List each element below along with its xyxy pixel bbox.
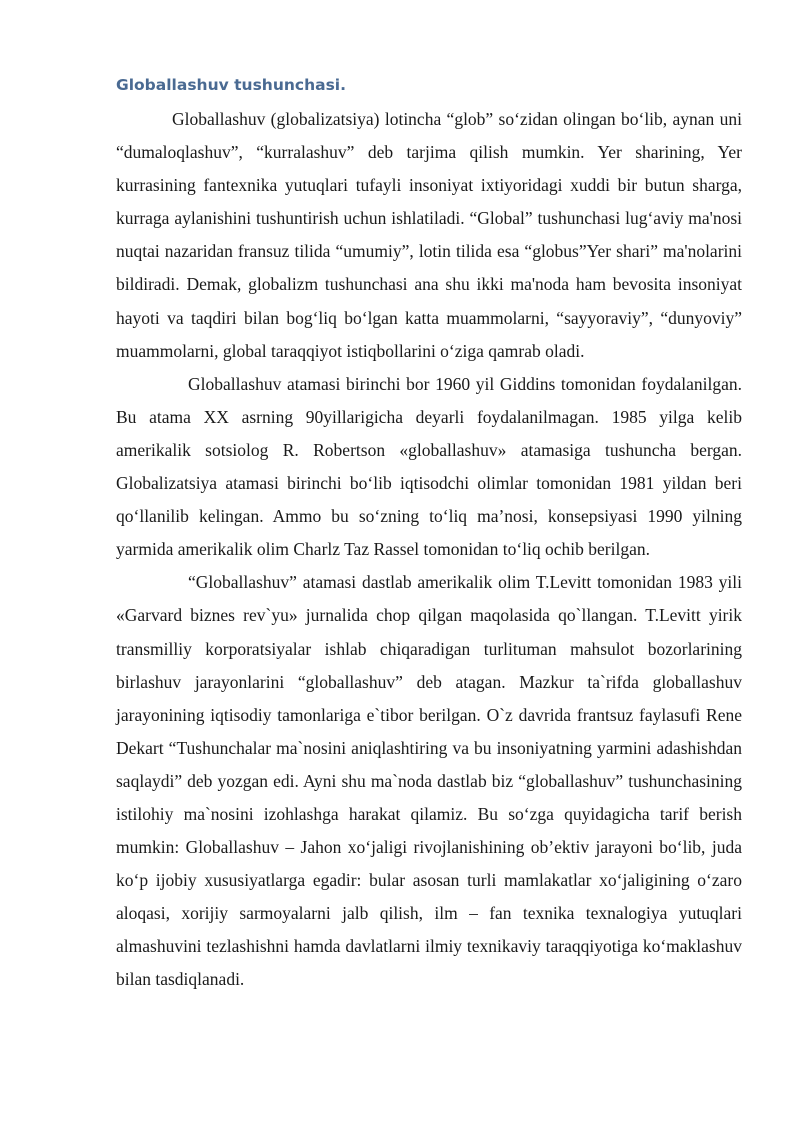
paragraph-definition: Globallashuv (globalizatsiya) lotincha “glob” so‘zidan olingan bo‘lib, aynan uni “dumaloqlashuv”, “kurralashuv” deb tarjima qilish mumkin. Yer sharining, Yer kurrasining fantexnika yutuqlari tufayli insoniyat ixtiyoridagi xuddi bir butun sharga, kurraga aylanishini tushuntirish uchun ishlatiladi. “Global” tushunchasi lug‘aviy ma'nosi nuqtai nazaridan fransuz tilida “umumiy”, lotin tilida esa “globus”Yer shari” ma'nolarini bildiradi. Demak, globalizm tushunchasi ana shu ikki ma'noda ham bevosita insoniyat hayoti va taqdiri bilan bog‘liq bo‘lgan katta muammolarni, “sayyoraviy”, “dunyoviy” muammolarni, global taraqqiyot istiqbollarini o‘ziga qamrab oladi. (116, 109, 742, 361)
section-heading: Globallashuv tushunchasi. (116, 76, 347, 94)
document-body (116, 103, 742, 997)
paragraph-history: Globallashuv atamasi birinchi bor 1960 yil Giddins tomonidan foydalanilgan. Bu atama XX asrning 90yillarigicha deyarli foydalanilmagan. 1985 yilga kelib amerikalik sotsiolog R. Robertson «globallashuv» atamasiga tushuncha bergan. Globalizatsiya atamasi birinchi bo‘lib iqtisodchi olimlar tomonidan 1981 yildan beri qo‘llanilib kelingan. Ammo bu so‘zning to‘liq ma’nosi, konsepsiyasi 1990 yilning yarmida amerikalik olim Charlz Taz Rassel tomonidan to‘liq ochib berilgan. (116, 373, 742, 560)
paragraph-levitt: “Globallashuv” atamasi dastlab amerikalik olim T.Levitt tomonidan 1983 yili «Garvard biznes rev`yu» jurnalida chop qilgan maqolasida qo`llangan. T.Levitt yirik transmilliy korporatsiyalar ishlab chiqaradigan turlituman mahsulot bozorlarining birlashuv jarayonlarini “globallashuv” deb atagan. Mazkur ta`rifda globallashuv jarayonining iqtisodiy tamonlariga e`tibor berilgan. O`z davrida frantsuz faylasufi Rene Dekart “Tushunchalar ma`nosini aniqlashtiring va bu insoniyatning yarmini adashishdan saqlaydi” deb yozgan edi. Ayni shu ma`noda dastlab biz “globallashuv” tushunchasining istilohiy ma`nosini izohlashga harakat qilamiz. Bu so‘zga quyidagicha tarif berish mumkin: Globallashuv – Jahon xo‘jaligi rivojlanishining ob’ektiv jarayoni bo‘lib, juda ko‘p ijobiy xususiyatlarga egadir: bular asosan turli mamlakatlar xo‘jaligining o‘zaro aloqasi, xorijiy sarmoyalarni jalb qilish, ilm – fan texnika texnalogiya yutuqlari almashuvini tezlashishni hamda davlatlarni ilmiy texnikaviy taraqqiyotiga ko‘maklashuv bilan tasdiqlanadi. (116, 572, 742, 990)
